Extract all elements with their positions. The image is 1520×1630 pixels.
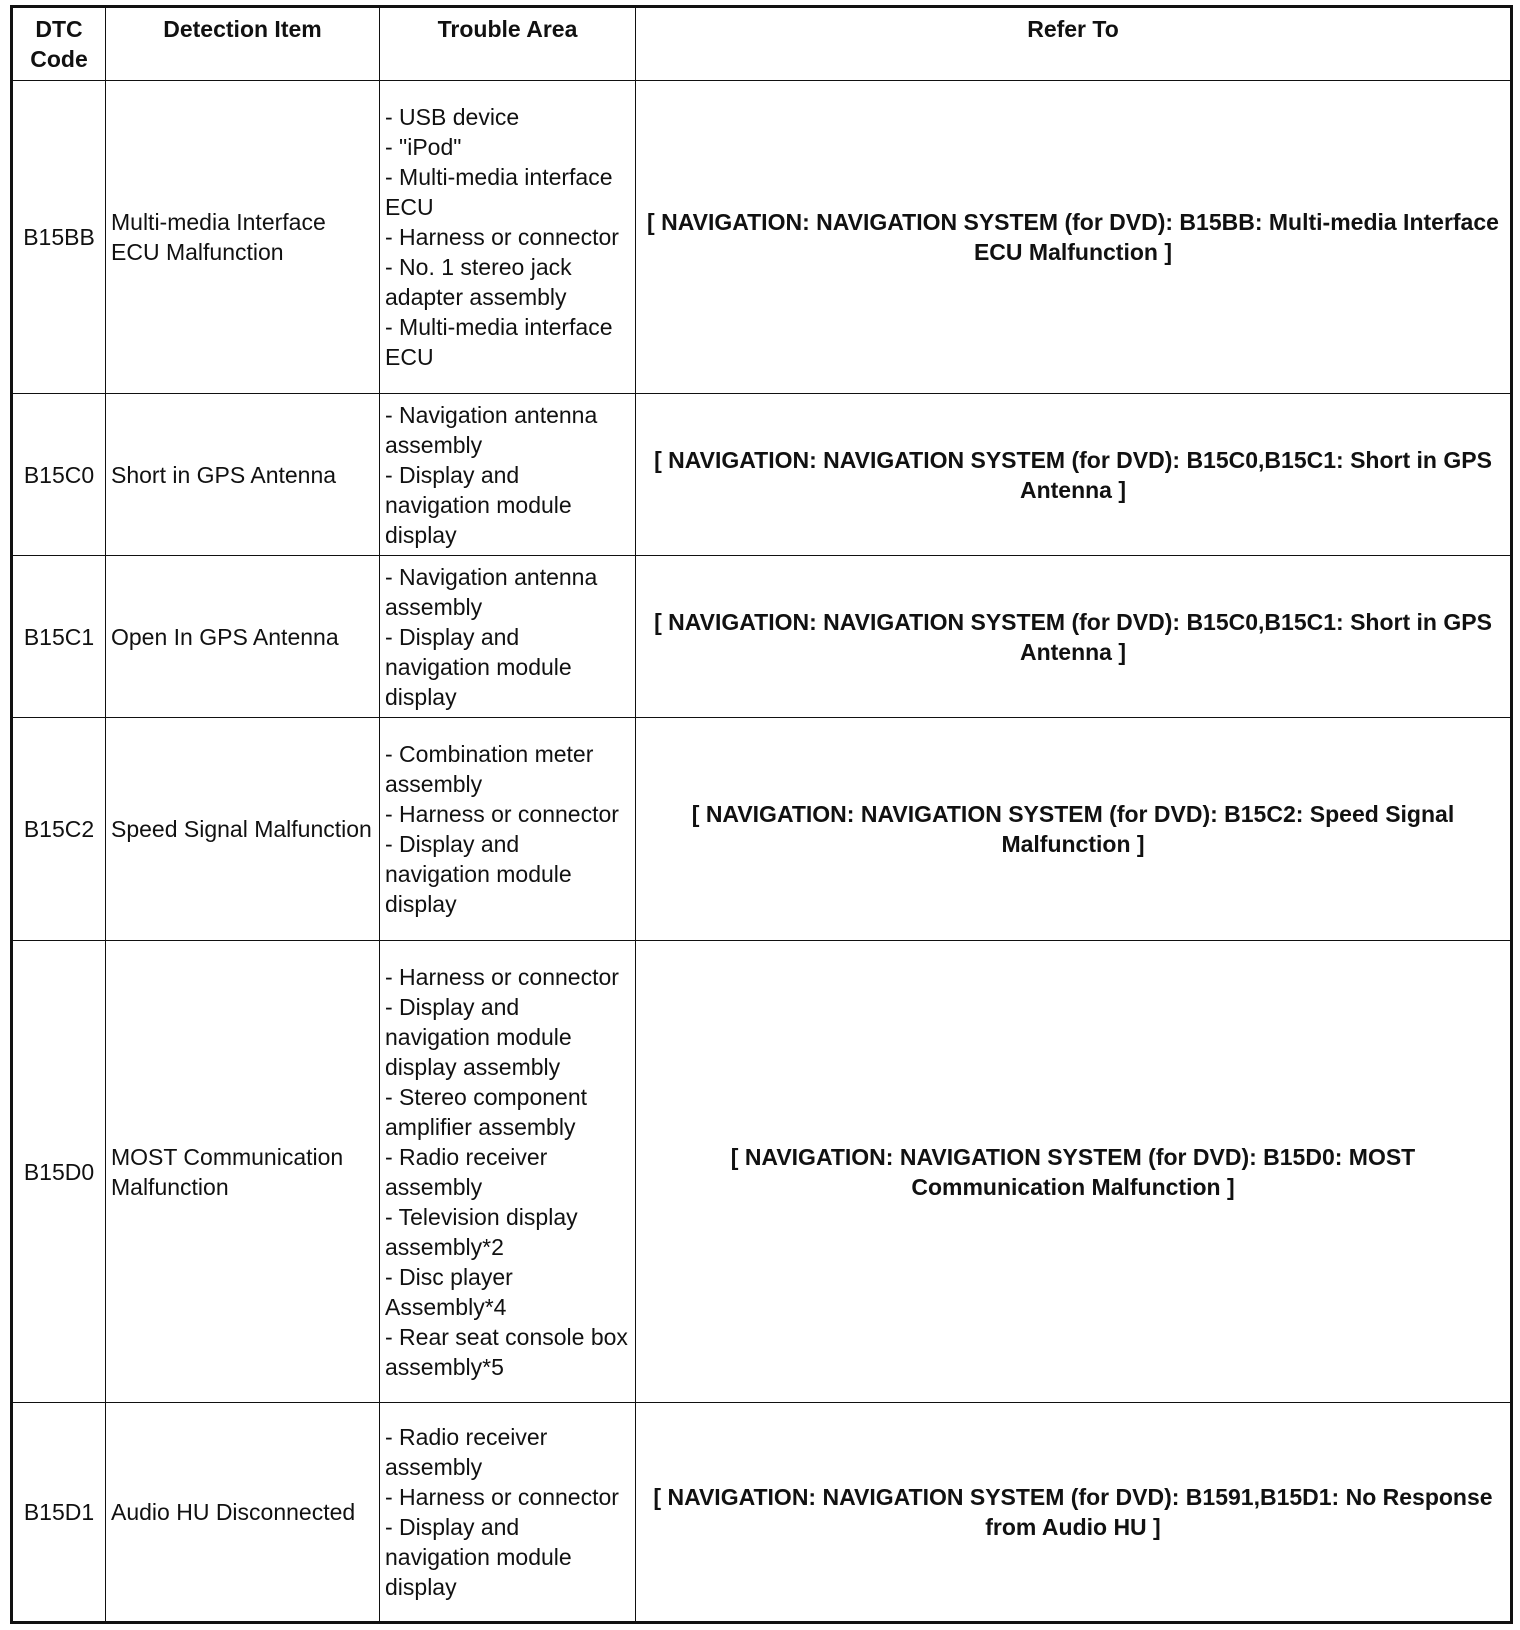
trouble-area (380, 1403, 636, 1623)
detection-item: Audio HU Disconnected (106, 1403, 380, 1623)
trouble-area-line: - No. 1 stereo jack adapter assembly (385, 254, 572, 310)
dtc-code: B15BB (12, 81, 106, 394)
dtc-code: B15D0 (12, 941, 106, 1403)
detection-item: MOST Communication Malfunction (106, 941, 380, 1403)
trouble-area-line: - Combination meter assembly (385, 741, 594, 797)
trouble-area-line: - Display and navigation module display (385, 623, 572, 710)
trouble-area (380, 718, 636, 941)
header-detection-item: Detection Item (106, 7, 380, 81)
trouble-area-line: - Television display assembly*2 (385, 1203, 578, 1260)
refer-to-link[interactable]: [ NAVIGATION: NAVIGATION SYSTEM (for DVD): B15BB: Multi-media Interface ECU Malfunction ] (636, 81, 1512, 394)
trouble-area (380, 556, 636, 718)
trouble-area-line: - Harness or connector (385, 224, 619, 250)
trouble-area (380, 941, 636, 1403)
table-row (12, 718, 1512, 941)
trouble-area-line: - Display and navigation module display assembly (385, 993, 572, 1080)
trouble-area-line: - Multi-media interface ECU (385, 164, 613, 220)
detection-item: Speed Signal Malfunction (106, 718, 380, 941)
refer-to-link[interactable]: [ NAVIGATION: NAVIGATION SYSTEM (for DVD): B15C0,B15C1: Short in GPS Antenna ] (636, 556, 1512, 718)
dtc-code: B15C1 (12, 556, 106, 718)
trouble-area-line: - "iPod" (385, 134, 462, 160)
trouble-area-line: - Display and navigation module display (385, 1514, 572, 1600)
dtc-code: B15C0 (12, 394, 106, 556)
refer-to-link[interactable]: [ NAVIGATION: NAVIGATION SYSTEM (for DVD): B1591,B15D1: No Response from Audio HU ] (636, 1403, 1512, 1623)
trouble-area-line: - Disc player Assembly*4 (385, 1263, 513, 1320)
table-row (12, 394, 1512, 556)
refer-to-link[interactable]: [ NAVIGATION: NAVIGATION SYSTEM (for DVD): B15C0,B15C1: Short in GPS Antenna ] (636, 394, 1512, 556)
trouble-area-line: - USB device (385, 104, 520, 130)
trouble-area-line: - Rear seat console box assembly*5 (385, 1323, 628, 1380)
trouble-area-line: - Radio receiver assembly (385, 1424, 548, 1480)
trouble-area-line: - Navigation antenna assembly (385, 563, 598, 620)
trouble-area (380, 81, 636, 394)
table-row (12, 556, 1512, 718)
detection-item: Multi-media Interface ECU Malfunction (106, 81, 380, 394)
dtc-table (10, 5, 1513, 1624)
trouble-area-line: - Multi-media interface ECU (385, 314, 613, 370)
trouble-area-line: - Stereo component amplifier assembly (385, 1083, 588, 1140)
header-refer-to: Refer To (636, 7, 1512, 81)
table-row (12, 1403, 1512, 1623)
trouble-area-line: - Harness or connector (385, 801, 619, 827)
trouble-area-line: - Navigation antenna assembly (385, 401, 598, 458)
detection-item: Open In GPS Antenna (106, 556, 380, 718)
trouble-area-line: - Radio receiver assembly (385, 1143, 548, 1200)
detection-item: Short in GPS Antenna (106, 394, 380, 556)
dtc-code: B15C2 (12, 718, 106, 941)
table-row (12, 941, 1512, 1403)
table-row (12, 81, 1512, 394)
header-trouble-area: Trouble Area (380, 7, 636, 81)
refer-to-link[interactable]: [ NAVIGATION: NAVIGATION SYSTEM (for DVD): B15D0: MOST Communication Malfunction ] (636, 941, 1512, 1403)
trouble-area-line: - Harness or connector (385, 1484, 619, 1510)
dtc-table-wrapper (10, 5, 1513, 1624)
dtc-code: B15D1 (12, 1403, 106, 1623)
trouble-area-line: - Display and navigation module display (385, 461, 572, 548)
trouble-area (380, 394, 636, 556)
refer-to-link[interactable]: [ NAVIGATION: NAVIGATION SYSTEM (for DVD): B15C2: Speed Signal Malfunction ] (636, 718, 1512, 941)
table-header-row (12, 7, 1512, 81)
trouble-area-line: - Display and navigation module display (385, 831, 572, 917)
header-dtc-code: DTC Code (12, 7, 106, 81)
trouble-area-line: - Harness or connector (385, 963, 619, 990)
